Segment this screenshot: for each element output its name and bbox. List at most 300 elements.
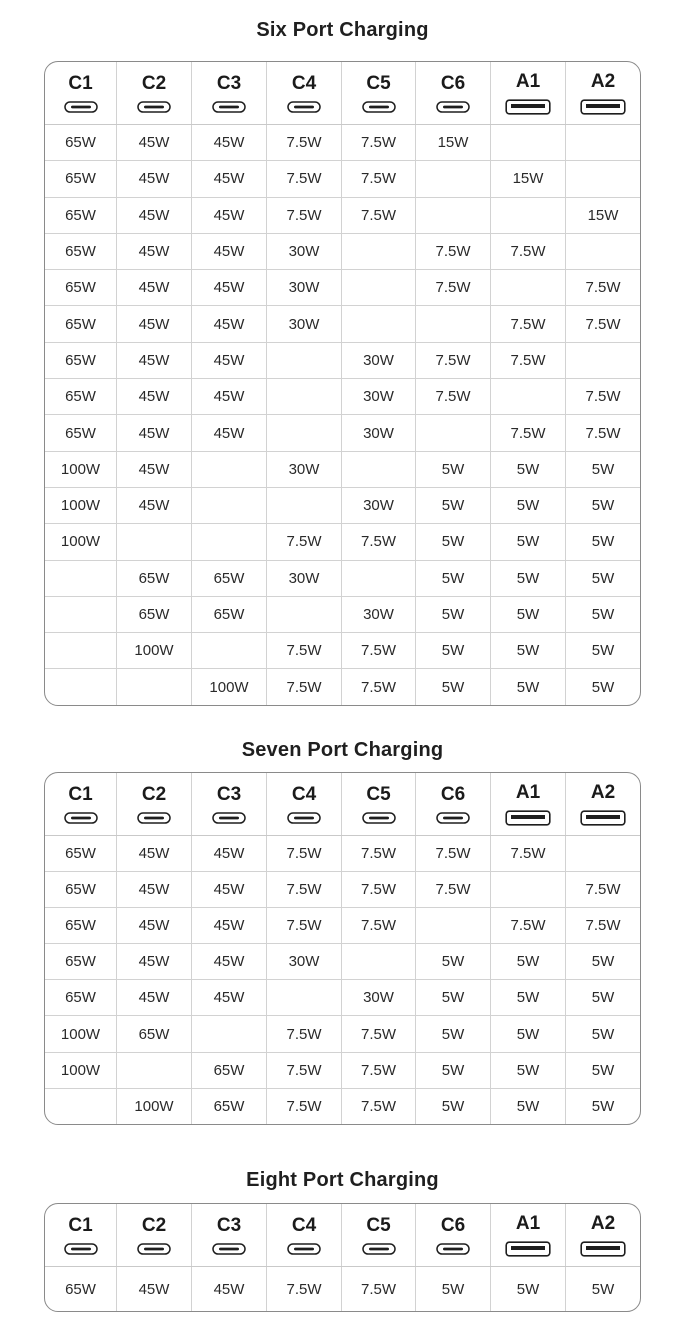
power-cell: 30W (267, 561, 342, 596)
port-label: C1 (68, 1214, 93, 1236)
power-cell: 7.5W (267, 1267, 342, 1311)
table-body (45, 1267, 640, 1311)
usb-c-icon (287, 812, 321, 824)
power-cell: 5W (491, 1053, 566, 1088)
power-cell: 45W (117, 125, 192, 160)
port-label: C1 (68, 72, 93, 94)
port-label: A2 (590, 70, 616, 92)
power-cell: 45W (192, 415, 267, 450)
usb-c-icon (212, 101, 246, 113)
power-cell: 45W (192, 908, 267, 943)
port-label: A1 (515, 781, 541, 803)
power-cell: 30W (267, 306, 342, 341)
power-cell (267, 379, 342, 414)
usb-c-icon (137, 812, 171, 824)
power-cell: 7.5W (267, 633, 342, 668)
power-cell: 7.5W (267, 1053, 342, 1088)
power-cell: 45W (192, 1267, 267, 1311)
table-row (45, 944, 640, 980)
usb-c-icon (362, 812, 396, 824)
power-cell: 7.5W (491, 908, 566, 943)
power-cell: 45W (117, 415, 192, 450)
port-header-c5 (342, 773, 416, 835)
port-header-c2 (117, 1204, 192, 1266)
section-title: Seven Port Charging (241, 739, 444, 761)
port-label: A1 (515, 1212, 541, 1234)
power-cell: 45W (117, 161, 192, 196)
power-cell (416, 198, 491, 233)
usb-c-icon (287, 1243, 321, 1255)
power-cell: 65W (45, 872, 117, 907)
port-header-a2 (566, 62, 640, 124)
power-cell (491, 379, 566, 414)
port-header-a2 (566, 773, 640, 835)
power-cell: 45W (192, 836, 267, 871)
table-body (45, 125, 640, 705)
power-cell (491, 270, 566, 305)
port-label: C1 (68, 783, 93, 805)
usb-c-icon (137, 1243, 171, 1255)
power-cell: 5W (491, 1089, 566, 1124)
power-cell: 5W (416, 980, 491, 1015)
power-cell: 5W (416, 488, 491, 523)
port-label: C5 (366, 72, 391, 94)
port-label: A2 (590, 1212, 616, 1234)
usb-c-icon (362, 101, 396, 113)
port-header-c1 (45, 773, 117, 835)
table-header (45, 773, 640, 836)
usb-a-icon (580, 1241, 626, 1257)
usb-c-icon (287, 101, 321, 113)
table-row (45, 597, 640, 633)
usb-a-icon (505, 99, 551, 115)
power-cell (192, 452, 267, 487)
power-cell: 65W (117, 561, 192, 596)
table-row (45, 872, 640, 908)
power-cell: 30W (267, 234, 342, 269)
port-label: A1 (515, 70, 541, 92)
power-cell: 45W (192, 944, 267, 979)
power-cell: 30W (342, 379, 416, 414)
power-cell: 45W (192, 306, 267, 341)
power-cell: 100W (45, 452, 117, 487)
power-cell: 5W (416, 524, 491, 559)
power-cell (491, 198, 566, 233)
power-cell: 7.5W (416, 872, 491, 907)
port-header-c4 (267, 1204, 342, 1266)
power-cell: 45W (117, 452, 192, 487)
power-cell: 5W (491, 1267, 566, 1311)
table-row (45, 488, 640, 524)
usb-c-icon (436, 1243, 470, 1255)
usb-a-icon (505, 810, 551, 826)
power-cell (45, 669, 117, 704)
power-cell: 15W (416, 125, 491, 160)
usb-a-icon (580, 99, 626, 115)
port-header-c1 (45, 62, 117, 124)
power-cell: 7.5W (267, 125, 342, 160)
power-cell: 45W (117, 306, 192, 341)
power-cell: 7.5W (585, 881, 621, 899)
power-cell (267, 597, 342, 632)
power-cell: 5W (591, 533, 615, 551)
power-cell: 7.5W (416, 270, 491, 305)
table-row (45, 633, 640, 669)
port-header-c2 (117, 773, 192, 835)
power-cell (267, 415, 342, 450)
power-cell: 7.5W (342, 836, 416, 871)
power-cell: 5W (591, 1061, 615, 1079)
table-row (45, 980, 640, 1016)
table-row (45, 561, 640, 597)
port-header-c3 (192, 773, 267, 835)
power-cell: 7.5W (585, 424, 621, 442)
power-cell (192, 1016, 267, 1051)
usb-c-icon (362, 1243, 396, 1255)
power-cell: 7.5W (267, 1089, 342, 1124)
power-cell (342, 561, 416, 596)
usb-c-icon (436, 812, 470, 824)
power-cell: 65W (45, 836, 117, 871)
power-cell: 7.5W (342, 524, 416, 559)
power-cell: 30W (342, 415, 416, 450)
power-cell (342, 306, 416, 341)
power-cell: 45W (192, 872, 267, 907)
power-cell: 65W (192, 1089, 267, 1124)
power-cell: 7.5W (491, 306, 566, 341)
power-cell: 7.5W (342, 1267, 416, 1311)
power-cell: 45W (117, 908, 192, 943)
power-cell: 65W (45, 944, 117, 979)
port-header-c6 (416, 62, 491, 124)
port-label: C6 (440, 783, 466, 805)
power-cell: 5W (491, 524, 566, 559)
power-cell: 45W (117, 944, 192, 979)
charging-table (44, 61, 641, 706)
table-body (45, 836, 640, 1124)
power-cell: 7.5W (491, 836, 566, 871)
table-row (45, 379, 640, 415)
port-header-a1 (491, 62, 566, 124)
power-cell: 5W (591, 989, 615, 1007)
power-cell: 45W (192, 161, 267, 196)
port-label: C5 (366, 783, 391, 805)
table-row (45, 669, 640, 704)
port-label: C6 (440, 72, 466, 94)
power-cell: 5W (416, 597, 491, 632)
power-cell: 5W (591, 678, 615, 696)
power-cell: 5W (491, 597, 566, 632)
power-cell: 7.5W (267, 908, 342, 943)
port-header-c2 (117, 62, 192, 124)
power-cell: 5W (491, 633, 566, 668)
port-label: C3 (216, 783, 242, 805)
power-cell: 5W (591, 1025, 615, 1043)
power-cell: 5W (491, 452, 566, 487)
power-cell: 45W (117, 836, 192, 871)
power-cell: 7.5W (267, 161, 342, 196)
port-label: C4 (291, 1214, 317, 1236)
power-cell: 5W (416, 1016, 491, 1051)
power-cell: 65W (45, 980, 117, 1015)
power-cell: 5W (591, 1097, 615, 1115)
usb-c-icon (436, 101, 470, 113)
power-cell (566, 234, 640, 269)
table-row (45, 836, 640, 872)
power-cell: 30W (267, 944, 342, 979)
power-cell: 65W (45, 1267, 117, 1311)
power-cell: 65W (45, 270, 117, 305)
table-header (45, 1204, 640, 1267)
usb-c-icon (64, 812, 98, 824)
power-cell: 5W (416, 1053, 491, 1088)
port-header-a1 (491, 773, 566, 835)
power-cell: 5W (591, 953, 615, 971)
power-cell: 7.5W (342, 1016, 416, 1051)
power-cell: 45W (192, 270, 267, 305)
power-cell (45, 1089, 117, 1124)
power-cell: 65W (45, 908, 117, 943)
power-cell: 7.5W (491, 343, 566, 378)
table-row (45, 125, 640, 161)
power-cell: 45W (192, 980, 267, 1015)
table-row (45, 234, 640, 270)
power-cell (192, 488, 267, 523)
power-cell: 45W (192, 234, 267, 269)
table-row (45, 1053, 640, 1089)
power-cell: 65W (45, 379, 117, 414)
table-row (45, 306, 640, 342)
power-cell: 7.5W (342, 669, 416, 704)
port-label: C3 (216, 1214, 242, 1236)
power-cell: 65W (192, 1053, 267, 1088)
power-cell (342, 234, 416, 269)
port-header-c6 (416, 1204, 491, 1266)
power-cell (192, 633, 267, 668)
port-label: C5 (366, 1214, 391, 1236)
power-cell: 7.5W (342, 1089, 416, 1124)
power-cell: 45W (117, 198, 192, 233)
section-title: Eight Port Charging (246, 1169, 439, 1191)
port-label: C2 (141, 72, 167, 94)
power-cell: 7.5W (491, 234, 566, 269)
power-cell: 5W (491, 669, 566, 704)
power-cell (192, 524, 267, 559)
port-label: C6 (440, 1214, 466, 1236)
power-cell: 5W (591, 497, 615, 515)
power-cell: 45W (117, 488, 192, 523)
power-cell: 7.5W (342, 633, 416, 668)
power-cell: 5W (416, 669, 491, 704)
power-cell: 15W (491, 161, 566, 196)
power-cell: 7.5W (267, 872, 342, 907)
power-cell: 65W (45, 161, 117, 196)
power-cell: 15W (587, 206, 619, 224)
power-cell (566, 343, 640, 378)
power-cell: 65W (45, 125, 117, 160)
port-header-c3 (192, 1204, 267, 1266)
power-cell: 7.5W (585, 279, 621, 297)
power-cell: 30W (267, 452, 342, 487)
port-label: C4 (291, 72, 317, 94)
port-header-c4 (267, 62, 342, 124)
power-cell: 45W (117, 872, 192, 907)
table-row (45, 452, 640, 488)
power-cell: 7.5W (342, 908, 416, 943)
power-cell: 5W (591, 569, 615, 587)
section-title: Six Port Charging (256, 19, 429, 41)
table-row (45, 1016, 640, 1052)
power-cell (267, 488, 342, 523)
power-cell: 65W (192, 561, 267, 596)
power-cell: 7.5W (267, 836, 342, 871)
power-cell: 7.5W (416, 836, 491, 871)
table-row (45, 161, 640, 197)
port-label: C3 (216, 72, 242, 94)
power-cell: 5W (591, 606, 615, 623)
usb-c-icon (64, 1243, 98, 1255)
port-header-a2 (566, 1204, 640, 1266)
table-row (45, 343, 640, 379)
power-cell: 7.5W (416, 343, 491, 378)
port-label: A2 (590, 781, 616, 803)
power-cell: 30W (342, 597, 416, 632)
power-cell: 100W (45, 488, 117, 523)
power-cell: 5W (491, 1016, 566, 1051)
power-cell (267, 980, 342, 1015)
power-cell: 30W (342, 980, 416, 1015)
power-cell (491, 125, 566, 160)
power-cell: 100W (117, 1089, 192, 1124)
table-row (45, 524, 640, 560)
power-cell: 100W (45, 524, 117, 559)
power-cell: 45W (117, 379, 192, 414)
power-cell (267, 343, 342, 378)
power-cell: 100W (45, 1053, 117, 1088)
power-cell: 45W (117, 980, 192, 1015)
power-cell (416, 161, 491, 196)
power-cell (416, 415, 491, 450)
power-cell (342, 452, 416, 487)
port-header-a1 (491, 1204, 566, 1266)
power-cell (45, 633, 117, 668)
power-cell (566, 161, 640, 196)
port-header-c6 (416, 773, 491, 835)
power-cell: 45W (192, 198, 267, 233)
power-cell (416, 306, 491, 341)
power-cell: 45W (192, 343, 267, 378)
port-label: C2 (141, 783, 167, 805)
table-row (45, 1267, 640, 1311)
power-cell: 5W (416, 452, 491, 487)
power-cell: 5W (416, 1267, 491, 1311)
power-cell (342, 270, 416, 305)
port-header-c3 (192, 62, 267, 124)
power-cell: 45W (117, 270, 192, 305)
power-cell: 45W (117, 234, 192, 269)
power-cell: 30W (267, 270, 342, 305)
power-cell: 65W (45, 306, 117, 341)
power-cell (416, 908, 491, 943)
usb-c-icon (212, 1243, 246, 1255)
power-cell: 45W (192, 125, 267, 160)
port-label: C2 (141, 1214, 167, 1236)
usb-a-icon (580, 810, 626, 826)
power-cell: 30W (342, 488, 416, 523)
port-label: C4 (291, 783, 317, 805)
table-row (45, 198, 640, 234)
power-cell (117, 669, 192, 704)
power-cell: 7.5W (416, 379, 491, 414)
power-cell: 7.5W (585, 388, 621, 406)
table-row (45, 908, 640, 944)
usb-c-icon (212, 812, 246, 824)
power-cell: 7.5W (342, 1053, 416, 1088)
power-cell: 5W (416, 944, 491, 979)
power-cell: 7.5W (267, 669, 342, 704)
power-cell: 100W (45, 1016, 117, 1051)
power-cell: 30W (342, 343, 416, 378)
power-cell (117, 524, 192, 559)
power-cell: 65W (45, 415, 117, 450)
port-header-c1 (45, 1204, 117, 1266)
power-cell: 5W (416, 561, 491, 596)
power-cell: 5W (491, 980, 566, 1015)
power-cell (491, 872, 566, 907)
power-cell: 5W (491, 488, 566, 523)
charging-table (44, 1203, 641, 1312)
power-cell: 5W (491, 944, 566, 979)
power-cell (566, 836, 640, 871)
usb-c-icon (137, 101, 171, 113)
power-cell (117, 1053, 192, 1088)
power-cell: 7.5W (267, 524, 342, 559)
power-cell: 65W (117, 1016, 192, 1051)
table-header (45, 62, 640, 125)
power-cell: 45W (192, 379, 267, 414)
power-cell: 45W (117, 1267, 192, 1311)
table-row (45, 415, 640, 451)
port-header-c5 (342, 62, 416, 124)
usb-c-icon (64, 101, 98, 113)
power-cell: 65W (117, 597, 192, 632)
table-row (45, 270, 640, 306)
power-cell: 5W (591, 642, 615, 660)
power-cell: 5W (591, 460, 615, 478)
power-cell: 7.5W (585, 917, 621, 935)
power-cell (45, 561, 117, 596)
power-cell (566, 125, 640, 160)
usb-a-icon (505, 1241, 551, 1257)
power-cell: 65W (192, 597, 267, 632)
table-row (45, 1089, 640, 1124)
power-cell: 65W (45, 234, 117, 269)
power-cell: 65W (45, 343, 117, 378)
power-cell: 100W (192, 669, 267, 704)
power-cell: 5W (591, 1280, 615, 1298)
port-header-c5 (342, 1204, 416, 1266)
power-cell: 7.5W (416, 234, 491, 269)
power-cell: 7.5W (342, 198, 416, 233)
power-cell: 7.5W (267, 198, 342, 233)
power-cell: 7.5W (585, 315, 621, 333)
power-cell: 7.5W (267, 1016, 342, 1051)
power-cell: 5W (491, 561, 566, 596)
power-cell: 5W (416, 1089, 491, 1124)
power-cell: 7.5W (342, 872, 416, 907)
power-cell: 7.5W (342, 125, 416, 160)
power-cell: 45W (117, 343, 192, 378)
